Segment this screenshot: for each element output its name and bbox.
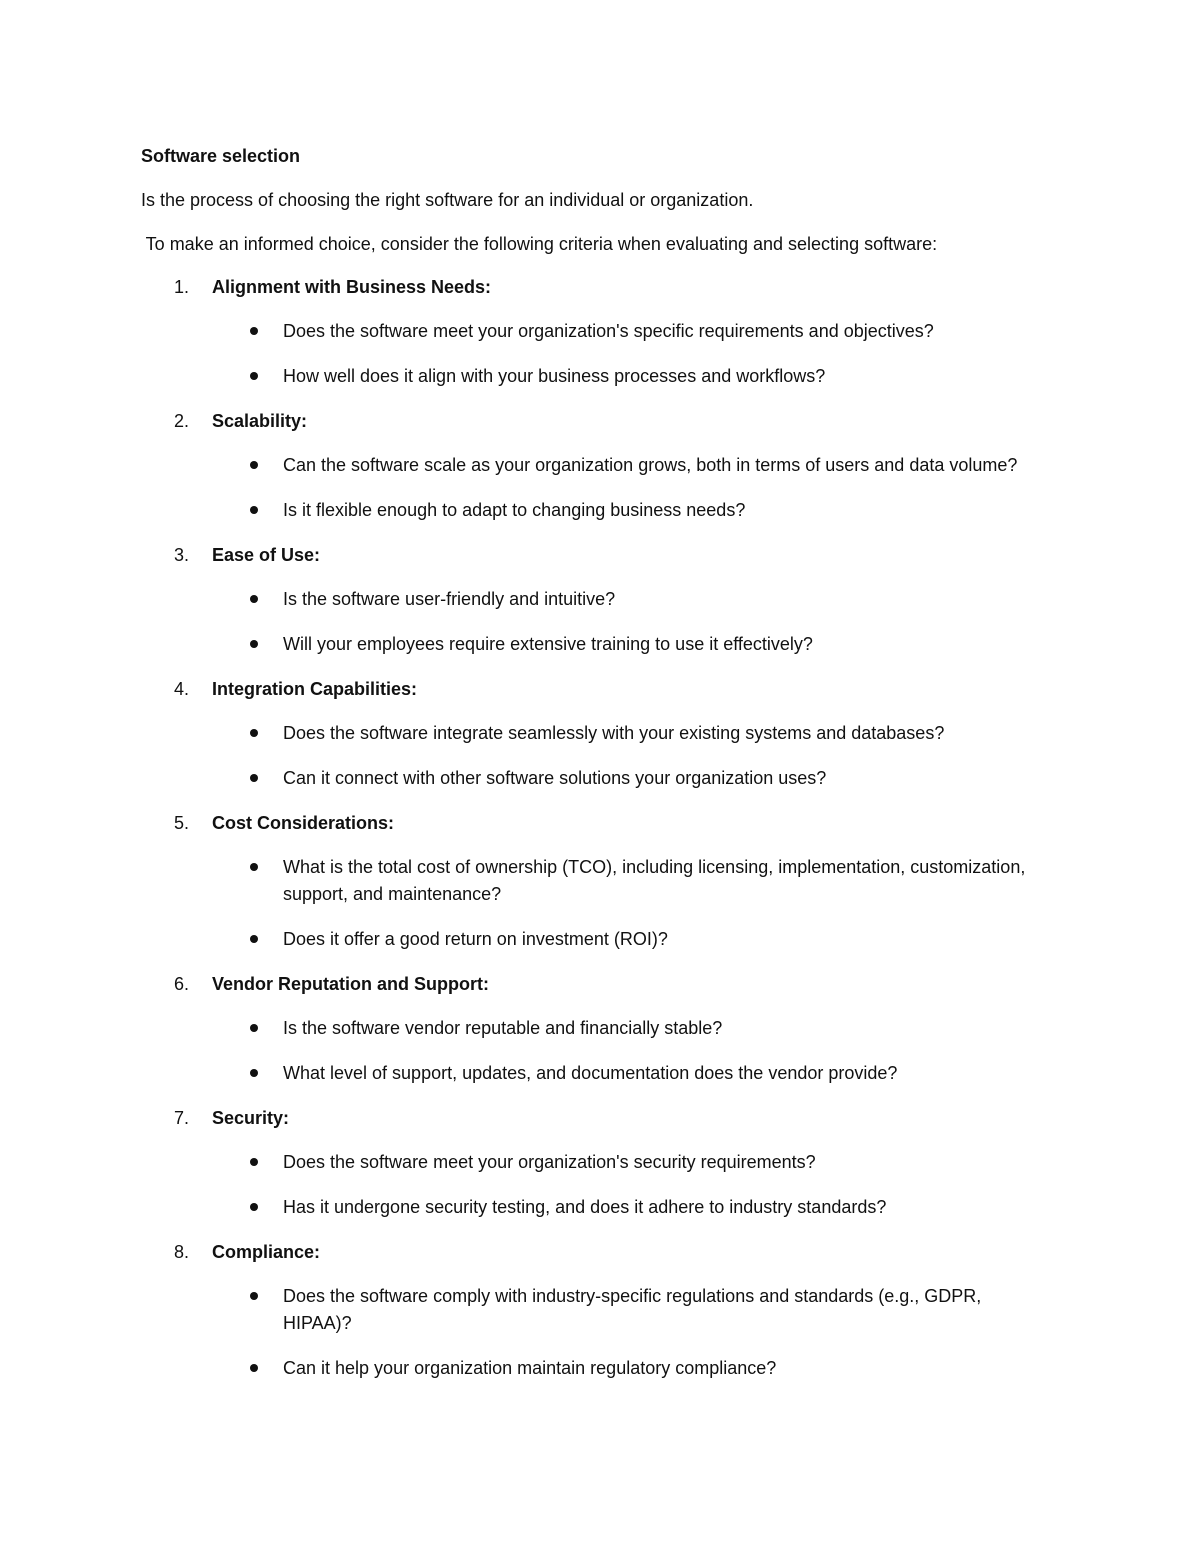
criterion-number: 4. (174, 679, 190, 699)
question-item (0, 363, 1200, 390)
criterion-heading (0, 1239, 1200, 1283)
bullet-icon (250, 595, 258, 603)
question-text: Does the software meet your organization's security requirements? (283, 1152, 816, 1172)
criterion-item (0, 542, 1200, 658)
question-item (0, 318, 1200, 345)
criterion-title: Security: (212, 1108, 290, 1128)
criterion-questions (0, 452, 1200, 524)
criterion-questions (0, 1283, 1200, 1382)
question-text: Does the software integrate seamlessly with your existing systems and databases? (283, 723, 945, 743)
criterion-item (0, 810, 1200, 953)
question-text: Can the software scale as your organization grows, both in terms of users and data volume? (283, 455, 1018, 475)
criterion-heading (0, 971, 1200, 1015)
criterion-title: Scalability: (212, 411, 308, 431)
bullet-icon (250, 1203, 258, 1211)
criterion-heading (0, 1105, 1200, 1149)
bullet-icon (250, 1024, 258, 1032)
question-text: Can it connect with other software solutions your organization uses? (283, 768, 827, 788)
criterion-item (0, 971, 1200, 1087)
question-text: Is the software vendor reputable and financially stable? (283, 1018, 723, 1038)
criterion-number: 2. (174, 411, 190, 431)
question-item (0, 1015, 1200, 1042)
question-item (0, 497, 1200, 524)
question-text: Is it flexible enough to adapt to changing business needs? (283, 500, 746, 520)
bullet-icon (250, 1364, 258, 1372)
intro-paragraph: To make an informed choice, consider the following criteria when evaluating and selecting software: (141, 234, 938, 254)
bullet-icon (250, 774, 258, 782)
bullet-icon (250, 461, 258, 469)
question-text: Is the software user-friendly and intuitive? (283, 589, 616, 609)
criterion-title: Compliance: (212, 1242, 321, 1262)
criterion-number: 3. (174, 545, 190, 565)
question-item (0, 765, 1200, 792)
question-item (0, 1283, 1200, 1337)
question-text: Does it offer a good return on investment (ROI)? (283, 929, 668, 949)
bullet-icon (250, 863, 258, 871)
criterion-title: Cost Considerations: (212, 813, 395, 833)
question-item (0, 1194, 1200, 1221)
criterion-heading (0, 274, 1200, 318)
criterion-item (0, 274, 1200, 390)
question-text: Does the software comply with industry-specific regulations and standards (e.g., GDPR, HIPAA)? (283, 1286, 982, 1333)
bullet-icon (250, 935, 258, 943)
document-title: Software selection (141, 146, 301, 166)
criterion-title: Vendor Reputation and Support: (212, 974, 489, 994)
question-text: What level of support, updates, and documentation does the vendor provide? (283, 1063, 898, 1083)
question-text: What is the total cost of ownership (TCO), including licensing, implementation, customization, support, and maintenance? (283, 857, 1026, 904)
criterion-questions (0, 720, 1200, 792)
bullet-icon (250, 327, 258, 335)
question-text: Can it help your organization maintain regulatory compliance? (283, 1358, 777, 1378)
bullet-icon (250, 1069, 258, 1077)
criterion-number: 8. (174, 1242, 190, 1262)
question-item (0, 720, 1200, 747)
criterion-number: 1. (174, 277, 190, 297)
criterion-item (0, 676, 1200, 792)
question-text: Has it undergone security testing, and does it adhere to industry standards? (283, 1197, 887, 1217)
criterion-title: Integration Capabilities: (212, 679, 418, 699)
criterion-item (0, 408, 1200, 524)
criterion-questions (0, 318, 1200, 390)
bullet-icon (250, 729, 258, 737)
criterion-number: 6. (174, 974, 190, 994)
question-text: Will your employees require extensive training to use it effectively? (283, 634, 813, 654)
question-item (0, 854, 1200, 908)
criterion-questions (0, 854, 1200, 953)
bullet-icon (250, 1292, 258, 1300)
criterion-questions (0, 1149, 1200, 1221)
bullet-icon (250, 506, 258, 514)
criterion-number: 5. (174, 813, 190, 833)
criterion-title: Alignment with Business Needs: (212, 277, 492, 297)
question-item (0, 631, 1200, 658)
question-item (0, 926, 1200, 953)
question-item (0, 586, 1200, 613)
bullet-icon (250, 372, 258, 380)
question-item (0, 1149, 1200, 1176)
criterion-number: 7. (174, 1108, 190, 1128)
criterion-questions (0, 1015, 1200, 1087)
criterion-heading (0, 408, 1200, 452)
criterion-title: Ease of Use: (212, 545, 321, 565)
criterion-questions (0, 586, 1200, 658)
criterion-heading (0, 542, 1200, 586)
question-item (0, 1060, 1200, 1087)
question-text: How well does it align with your business processes and workflows? (283, 366, 826, 386)
criterion-heading (0, 676, 1200, 720)
definition-paragraph: Is the process of choosing the right software for an individual or organization. (141, 190, 754, 210)
criterion-item (0, 1105, 1200, 1221)
criterion-item (0, 1239, 1200, 1382)
question-item (0, 452, 1200, 479)
bullet-icon (250, 1158, 258, 1166)
criterion-heading (0, 810, 1200, 854)
bullet-icon (250, 640, 258, 648)
question-text: Does the software meet your organization's specific requirements and objectives? (283, 321, 934, 341)
criteria-list (0, 274, 1200, 1400)
question-item (0, 1355, 1200, 1382)
